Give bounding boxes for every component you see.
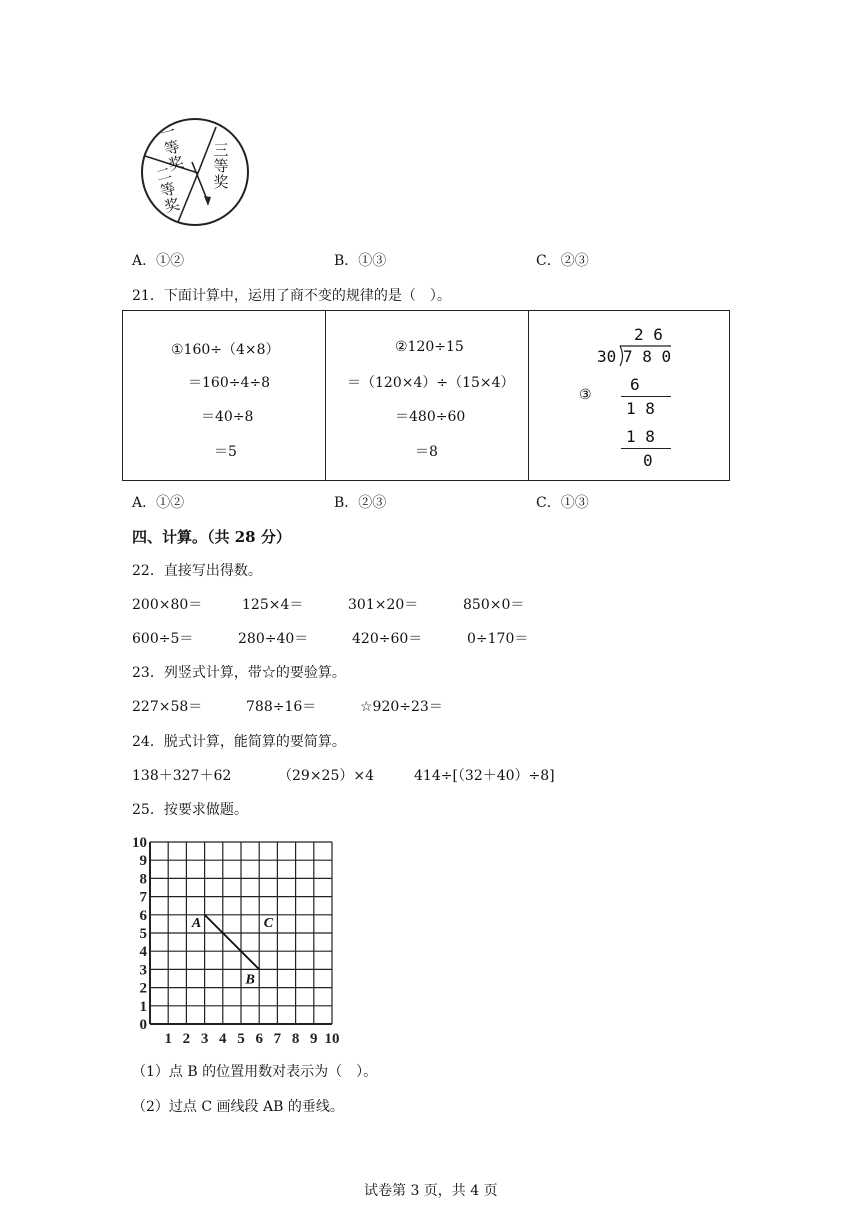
point-label-c: C <box>263 915 274 931</box>
wheel-char: 三 <box>213 141 229 159</box>
y-tick-label: 4 <box>139 944 147 961</box>
q22-item: 280÷40＝ <box>238 631 309 647</box>
section-4-title: 四、计算。（共 28 分） <box>132 528 291 546</box>
y-tick-label: 6 <box>139 907 147 924</box>
long-division-step-2: 1 8 <box>626 399 655 418</box>
q22-item: 850×0＝ <box>463 597 525 613</box>
q23-item: 227×58＝ <box>132 699 203 715</box>
q23-item: ☆920÷23＝ <box>360 699 443 715</box>
q25-stem: 25．按要求做题。 <box>132 802 248 818</box>
table-divider <box>528 311 529 480</box>
x-tick-label: 10 <box>324 1031 340 1047</box>
long-division-remainder: 0 <box>643 451 653 470</box>
segment-ab <box>205 915 260 970</box>
q20-option-a[interactable]: A．①② <box>132 253 185 269</box>
q22-item: 420÷60＝ <box>352 631 423 647</box>
q22-item: 0÷170＝ <box>467 631 529 647</box>
y-tick-label: 8 <box>139 871 147 888</box>
q24-stem: 24．脱式计算，能简算的要简算。 <box>132 734 346 750</box>
q24-item: （29×25）×4 <box>278 768 374 784</box>
point-label-b: B <box>245 972 255 988</box>
col2-line-4: ＝8 <box>415 444 438 460</box>
q24-item: 414÷[（32＋40）÷8] <box>414 768 555 784</box>
table-divider <box>325 311 326 480</box>
q22-item: 600÷5＝ <box>132 631 194 647</box>
long-division-quotient: 2 6 <box>634 325 663 344</box>
col1-line-1: ①160÷（4×8） <box>171 342 280 358</box>
q21-stem: 21．下面计算中，运用了商不变的规律的是（ ）。 <box>132 288 451 304</box>
col3-marker: ③ <box>579 387 592 403</box>
x-tick-label: 3 <box>200 1031 209 1047</box>
x-tick-label: 4 <box>219 1031 227 1047</box>
y-tick-label: 0 <box>139 1017 147 1033</box>
x-tick-label: 6 <box>255 1031 263 1047</box>
coordinate-grid <box>130 828 360 1048</box>
wheel-char: 一 <box>158 121 178 144</box>
q23-stem: 23．列竖式计算，带☆的要验算。 <box>132 665 346 681</box>
wheel-char: 二 <box>154 163 174 186</box>
y-tick-label: 7 <box>139 889 147 906</box>
q21-option-b[interactable]: B．②③ <box>334 495 387 511</box>
q25-sub-2: （2）过点 C 画线段 AB 的垂线。 <box>132 1099 344 1115</box>
x-tick-label: 2 <box>182 1031 191 1047</box>
q20-option-c[interactable]: C．②③ <box>536 253 589 269</box>
q23-item: 788÷16＝ <box>246 699 317 715</box>
long-division-dividend: 7 8 0 <box>623 347 672 366</box>
long-division-divisor: 30 <box>597 347 617 366</box>
col1-line-4: ＝5 <box>214 444 237 460</box>
wheel-char: 奖 <box>166 152 186 175</box>
col2-line-1: ②120÷15 <box>395 339 464 355</box>
wheel-char: 奖 <box>162 194 182 217</box>
col2-line-3: ＝480÷60 <box>395 409 466 425</box>
q22-stem: 22．直接写出得数。 <box>132 563 262 579</box>
page-footer: 试卷第 3 页，共 4 页 <box>364 1183 498 1199</box>
x-tick-label: 5 <box>237 1031 245 1047</box>
q25-sub-1: （1）点 B 的位置用数对表示为（ ）。 <box>132 1064 378 1080</box>
long-division-rule <box>621 396 671 397</box>
x-tick-label: 9 <box>310 1031 318 1047</box>
col1-line-2: ＝160÷4÷8 <box>188 375 270 391</box>
point-label-a: A <box>191 915 202 931</box>
q20-option-b[interactable]: B．①③ <box>334 253 387 269</box>
y-tick-label: 9 <box>139 853 147 870</box>
q24-item: 138＋327＋62 <box>132 768 232 784</box>
wheel-char: 奖 <box>213 173 229 191</box>
q22-item: 125×4＝ <box>242 597 304 613</box>
y-tick-label: 1 <box>139 998 147 1015</box>
wheel-char: 等 <box>213 157 229 175</box>
x-tick-label: 1 <box>164 1031 172 1047</box>
q21-option-c[interactable]: C．①③ <box>536 495 589 511</box>
y-tick-label: 2 <box>139 980 147 997</box>
y-tick-label: 5 <box>139 926 147 942</box>
q22-item: 200×80＝ <box>132 597 203 613</box>
long-division-step-1: 6 <box>630 375 640 394</box>
q21-option-a[interactable]: A．①② <box>132 495 185 511</box>
q21-calculation-table <box>122 310 730 481</box>
wheel-char: 等 <box>158 179 178 201</box>
x-tick-label: 8 <box>291 1031 300 1047</box>
q22-item: 301×20＝ <box>348 597 419 613</box>
wheel-sector-third <box>213 142 229 190</box>
long-division-rule <box>621 448 671 449</box>
x-tick-label: 7 <box>273 1031 282 1047</box>
y-tick-label: 3 <box>139 962 147 979</box>
col1-line-3: ＝40÷8 <box>201 409 254 425</box>
long-division-step-3: 1 8 <box>626 427 655 446</box>
y-tick-label: 10 <box>132 835 147 851</box>
col2-line-2: ＝（120×4）÷（15×4） <box>347 375 515 391</box>
wheel-char: 等 <box>162 137 182 159</box>
